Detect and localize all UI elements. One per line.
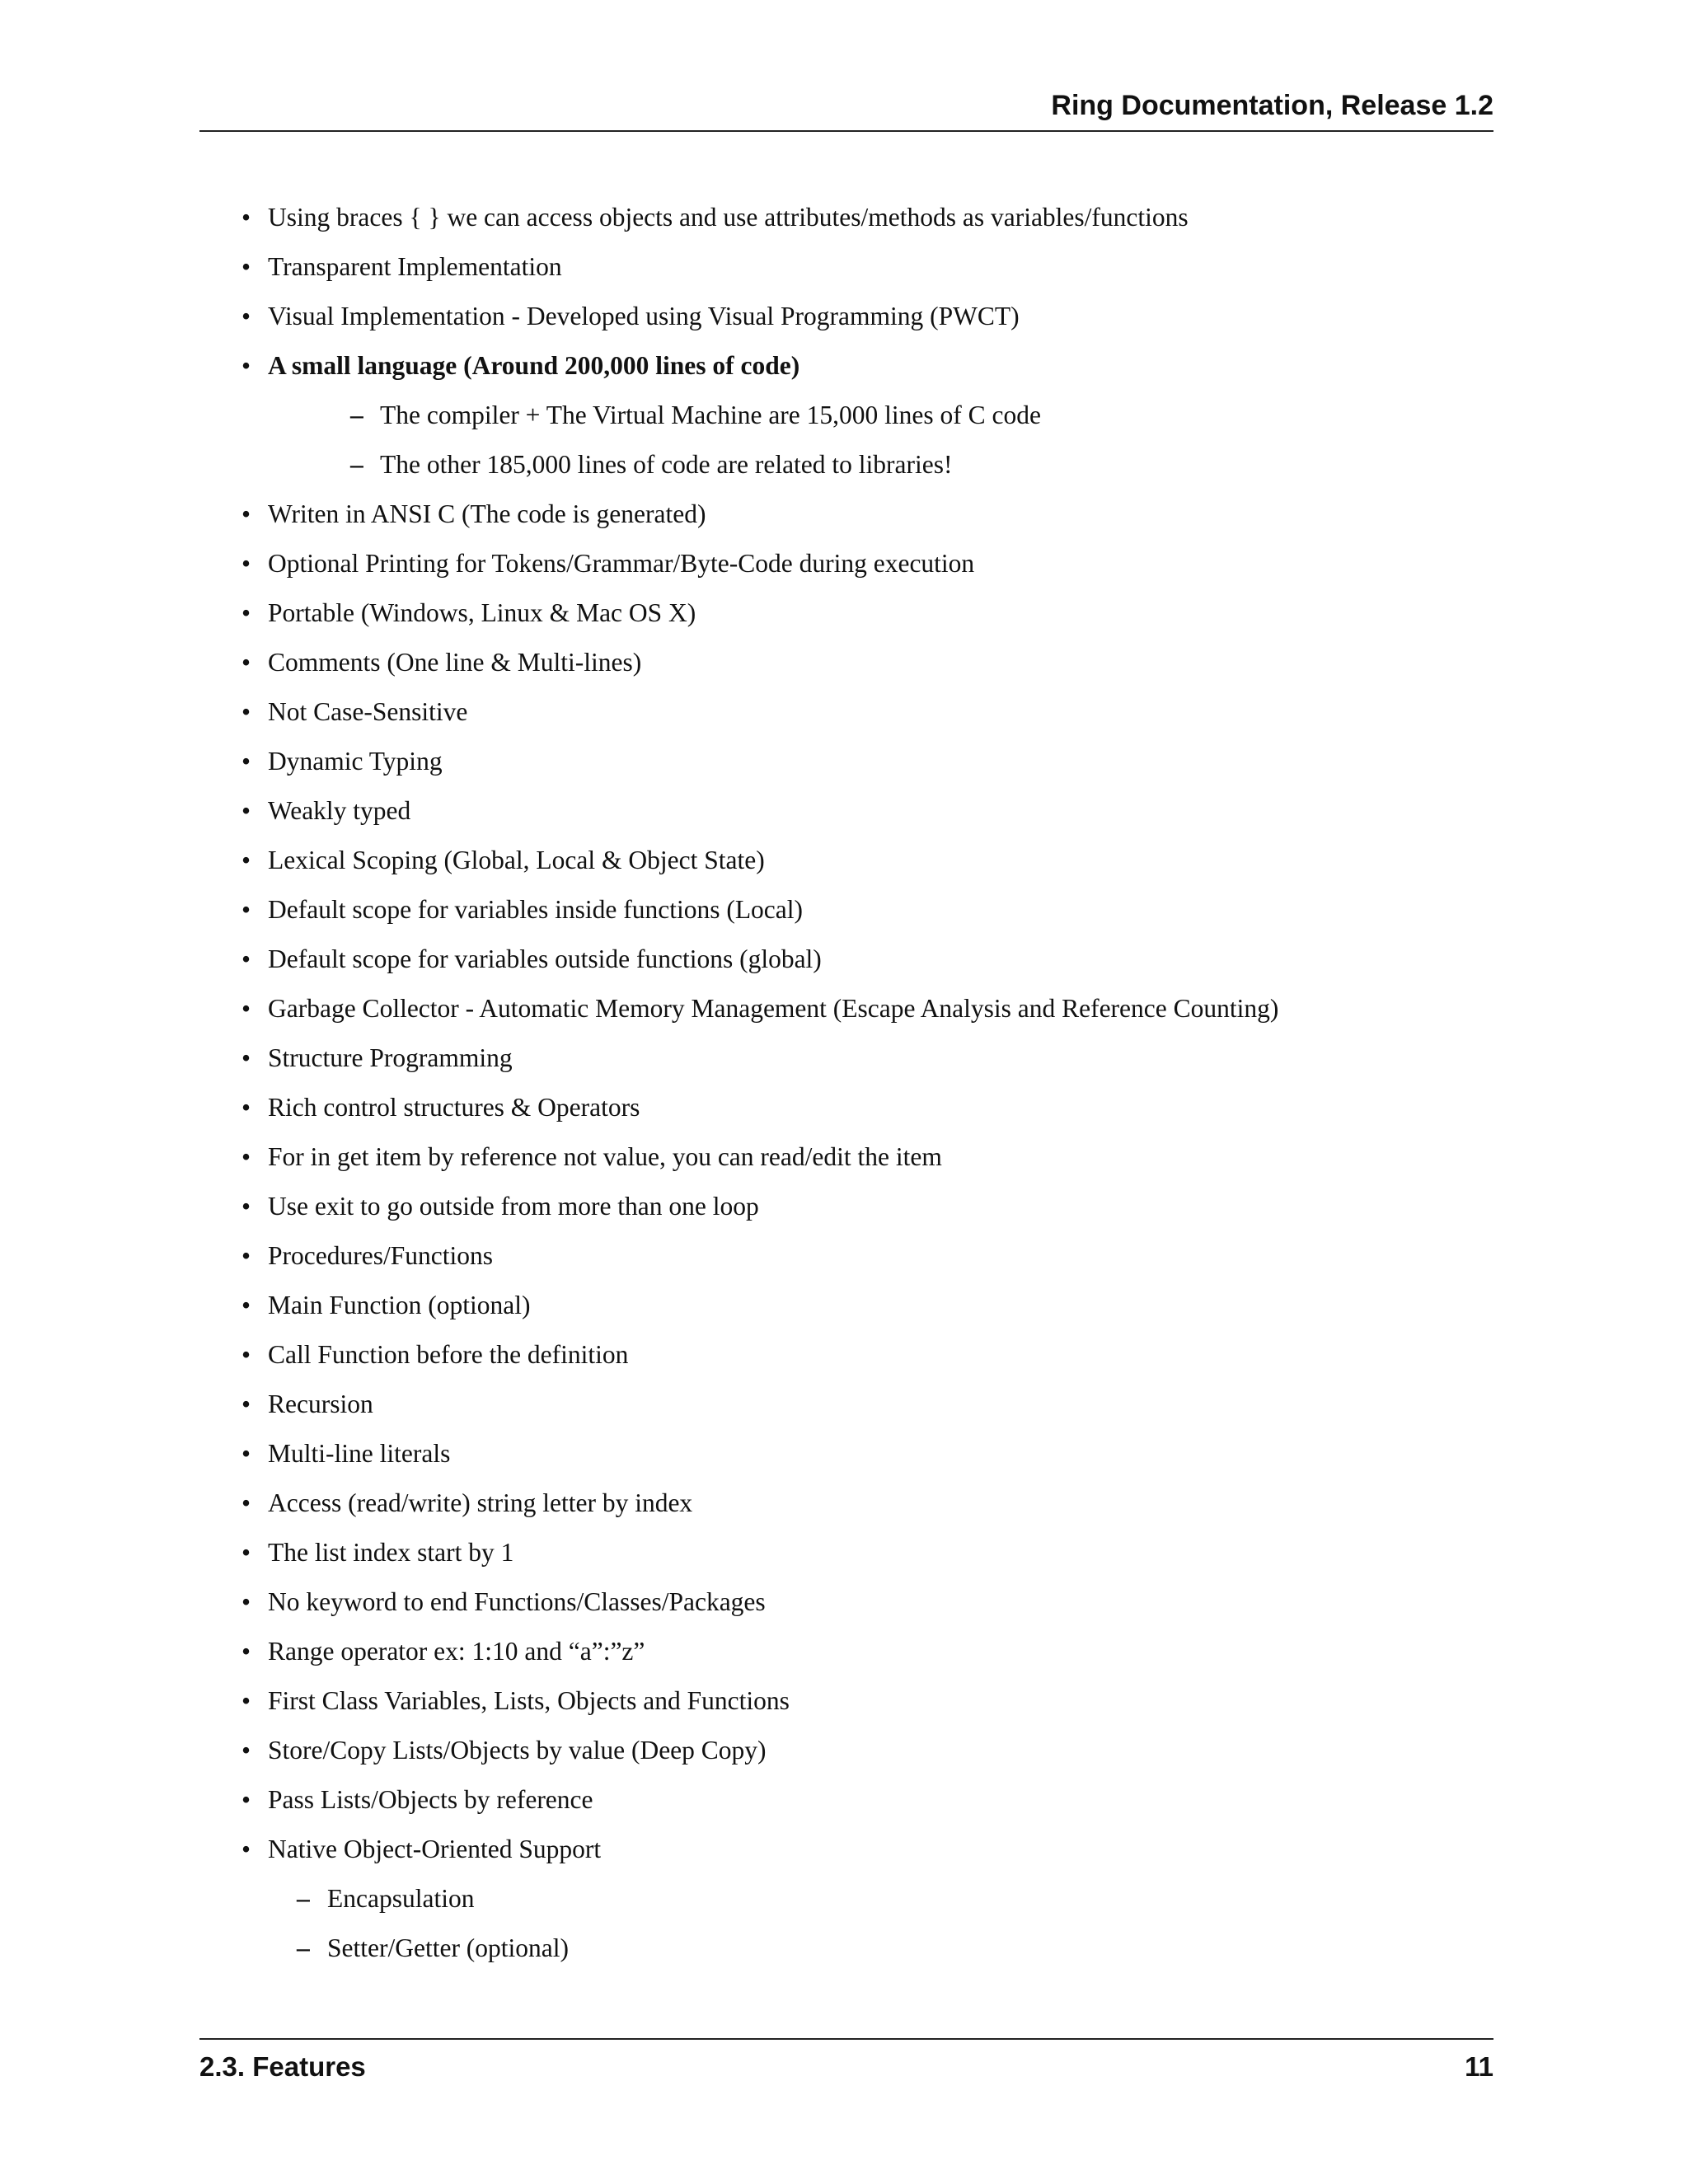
list-item-text: Encapsulation [327,1884,475,1913]
list-item [0,984,1401,1033]
list-item-text: Setter/Getter (optional) [327,1933,570,1962]
list-item-text: Writen in ANSI C (The code is generated) [268,499,706,528]
bullet-icon: • [241,499,251,528]
list-item [0,687,1401,737]
bullet-icon: • [241,1736,251,1765]
dash-icon: – [350,401,363,429]
bullet-icon: • [241,1291,251,1319]
list-item [0,638,1401,687]
footer-section-title: 2.3. Features [199,2051,366,2082]
page-footer [199,2038,1493,2086]
bullet-icon: • [241,549,251,578]
page-header [199,89,1493,132]
list-item-text: Structure Programming [268,1043,513,1072]
bullet-icon: • [241,846,251,874]
list-item-text: Transparent Implementation [268,252,562,281]
list-item-text: Comments (One line & Multi-lines) [268,648,642,677]
bullet-icon: • [241,1587,251,1616]
bullet-icon: • [241,1093,251,1122]
bullet-icon: • [241,944,251,973]
list-item-text: Lexical Scoping (Global, Local & Object State) [268,846,765,874]
list-item [0,885,1401,935]
list-item [0,1676,1401,1726]
list-item-text: Visual Implementation - Developed using Visual Programming (PWCT) [268,302,1020,330]
sub-list-item [0,1874,1401,1924]
bullet-icon: • [241,1241,251,1270]
bullet-icon: • [241,1390,251,1418]
list-item-text: Default scope for variables inside functions (Local) [268,895,804,924]
list-item-text: First Class Variables, Lists, Objects and Functions [268,1686,790,1715]
list-item [0,1726,1401,1775]
list-item [0,786,1401,836]
list-item-text: Not Case-Sensitive [268,697,468,726]
list-item [0,193,1401,242]
list-item [0,242,1401,292]
list-item-text: Default scope for variables outside functions (global) [268,944,822,973]
list-item [0,588,1401,638]
bullet-icon: • [241,1686,251,1715]
list-item-text: Main Function (optional) [268,1291,531,1319]
list-item [0,935,1401,984]
header-title: Ring Documentation, Release 1.2 [1051,90,1493,121]
bullet-icon: • [241,1637,251,1666]
list-item-text: Native Object-Oriented Support [268,1835,602,1863]
bullet-icon: • [241,351,251,380]
bullet-icon: • [241,1340,251,1369]
list-item-text: Dynamic Typing [268,747,443,776]
list-item-text: The other 185,000 lines of code are related to libraries! [380,450,953,479]
bullet-icon: • [241,598,251,627]
bullet-icon: • [241,796,251,825]
bullet-icon: • [241,648,251,677]
sub-list-item [0,440,1401,490]
list-item [0,1083,1401,1132]
list-item-text: The compiler + The Virtual Machine are 15,000 lines of C code [380,401,1041,429]
list-item-text: Weakly typed [268,796,411,825]
list-item [0,1479,1401,1528]
bullet-icon: • [241,1785,251,1814]
list-item-text: For in get item by reference not value, you can read/edit the item [268,1142,942,1171]
dash-icon: – [297,1884,310,1913]
bullet-icon: • [241,1488,251,1517]
bullet-icon: • [241,1043,251,1072]
list-item [0,1577,1401,1627]
list-item-text: Recursion [268,1390,373,1418]
list-item [0,1033,1401,1083]
list-item-text: Procedures/Functions [268,1241,493,1270]
list-item [0,292,1401,341]
bullet-icon: • [241,747,251,776]
bullet-icon: • [241,1538,251,1567]
list-item-text: Range operator ex: 1:10 and “a”:”z” [268,1637,645,1666]
list-item-text: Store/Copy Lists/Objects by value (Deep Copy) [268,1736,767,1765]
sub-list-item [0,1924,1401,1973]
sub-list-item [0,391,1401,440]
dash-icon: – [297,1933,310,1962]
bullet-icon: • [241,895,251,924]
list-item [0,836,1401,885]
list-item-text: Access (read/write) string letter by index [268,1488,693,1517]
list-item [0,1281,1401,1330]
bullet-icon: • [241,302,251,330]
list-item-text: Pass Lists/Objects by reference [268,1785,593,1814]
list-item-text: Call Function before the definition [268,1340,629,1369]
list-item [0,737,1401,786]
list-item [0,1528,1401,1577]
page-number: 11 [1465,2051,1493,2082]
dash-icon: – [350,450,363,479]
list-item [0,490,1401,539]
list-item-text: A small language (Around 200,000 lines of code) [268,351,800,380]
bullet-icon: • [241,1142,251,1171]
list-item-text: Garbage Collector - Automatic Memory Management (Escape Analysis and Reference Counting) [268,994,1279,1023]
list-item-text: No keyword to end Functions/Classes/Packages [268,1587,766,1616]
bullet-icon: • [241,994,251,1023]
list-item [0,1380,1401,1429]
list-item [0,1182,1401,1231]
bullet-icon: • [241,1192,251,1221]
bullet-icon: • [241,697,251,726]
list-item [0,1627,1401,1676]
list-item-text: Multi-line literals [268,1439,451,1468]
list-item [0,341,1401,391]
list-item-text: The list index start by 1 [268,1538,514,1567]
list-item [0,1429,1401,1479]
list-item-text: Using braces { } we can access objects and use attributes/methods as variables/functions [268,203,1189,232]
list-item-text: Optional Printing for Tokens/Grammar/Byte-Code during execution [268,549,975,578]
bullet-icon: • [241,252,251,281]
list-item-text: Use exit to go outside from more than one loop [268,1192,759,1221]
list-item [0,539,1401,588]
list-item [0,1825,1401,1874]
bullet-icon: • [241,203,251,232]
list-item [0,1231,1401,1281]
bullet-icon: • [241,1439,251,1468]
list-item [0,1330,1401,1380]
list-item [0,1132,1401,1182]
list-item-text: Rich control structures & Operators [268,1093,640,1122]
bullet-icon: • [241,1835,251,1863]
list-item-text: Portable (Windows, Linux & Mac OS X) [268,598,696,627]
list-item [0,1775,1401,1825]
